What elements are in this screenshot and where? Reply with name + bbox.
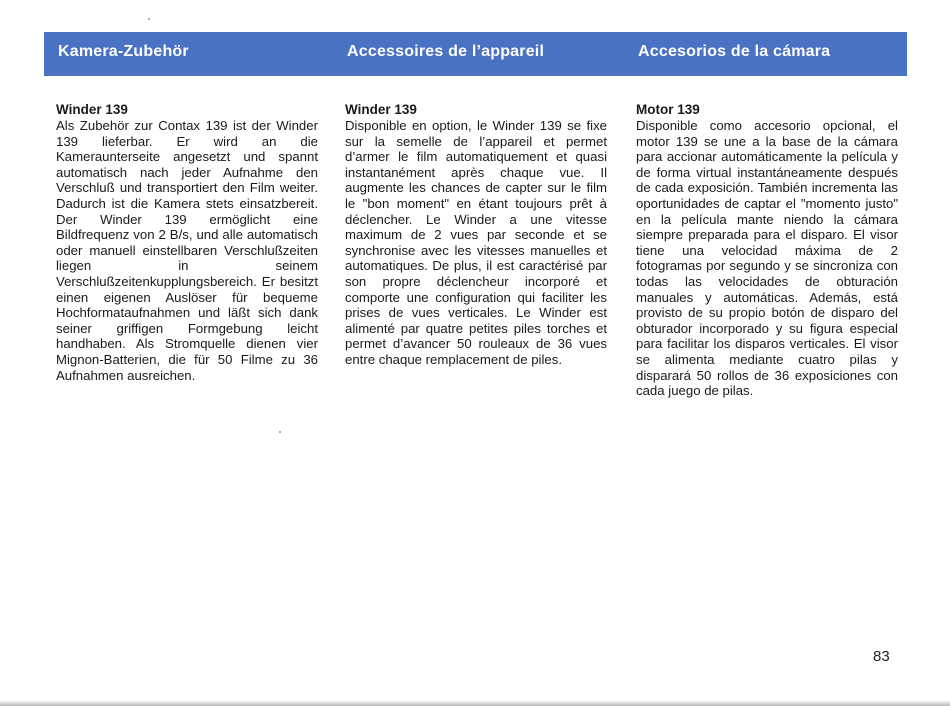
dust-speck — [148, 18, 150, 20]
section-body: Als Zubehör zur Contax 139 ist der Winder 139 lieferbar. Er wird an die Kameraunterseite angesetzt und spannt automatisch nach jeder Aufnahme den Verschluß und transportiert den Film weiter. Dadurch ist die Kamera stets einsatzbereit. Der Winder 139 ermöglicht eine Bildfrequenz von 2 B/s, und alle automatisch oder manuell einstellbaren Verschlußzeiten liegen in seinem Verschlußzeitenkupplungsbereich. Er besitzt einen eigenen Auslöser für bequeme Hochformataufnahmen und läßt sich dank seiner griffigen Formgebung leicht handhaben. Als Stromquelle dienen vier Mignon-Batterien, die für 50 Filme zu 36 Aufnahmen ausreichen. — [56, 118, 318, 383]
column-french — [345, 102, 607, 368]
header-title-german: Kamera-Zubehör — [58, 43, 189, 60]
section-body: Disponible en option, le Winder 139 se fixe sur la semelle de l’appareil et permet d’armer le film automatiquement et quasi instantanément après chaque vue. Il augmente les chances de capter sur le film le "bon moment" en étant toujours prêt à déclencher. Le Winder a une vitesse maximum de 2 vues par seconde et se synchronise avec les vitesses manuelles et automatiques. De plus, il est caractérisé par son propre déclencheur incorporé et comporte une configuration qui faciliter les prises de vues verticales. Le Winder est alimenté par quatre petites piles torches et permet d’avancer 50 rouleaux de 36 vues entre chaque remplacement de piles. — [345, 118, 607, 367]
section-heading: Winder 139 — [56, 102, 128, 117]
header-title-spanish: Accesorios de la cámara — [638, 43, 831, 60]
page-bottom-edge — [0, 700, 950, 706]
section-body: Disponible como accesorio opcional, el motor 139 se une a la base de la cámara para accionar automáticamente la película y de forma virtual instantáneamente después de cada exposición. También incrementa las oportunidades de captar el "momento justo" en la película mante niendo la cámara siempre preparada para el disparo. El visor tiene una velocidad máxima de 2 fotogramas por segundo y se sincroniza con todas las velocidades de obturación manuales y automáticas. Además, está provisto de su propio botón de disparo del obturador incorporado y su figura especial para facilitar los disparos verticales. El visor se alimenta mediante cuatro pilas y disparará 50 rollos de 36 exposiciones con cada juego de pilas. — [636, 118, 898, 399]
section-heading: Motor 139 — [636, 102, 700, 117]
column-german — [56, 102, 318, 383]
page-number: 83 — [873, 648, 890, 665]
header-title-french: Accessoires de l’appareil — [347, 43, 545, 60]
dust-speck — [279, 431, 281, 433]
column-spanish — [636, 102, 898, 399]
section-heading: Winder 139 — [345, 102, 417, 117]
